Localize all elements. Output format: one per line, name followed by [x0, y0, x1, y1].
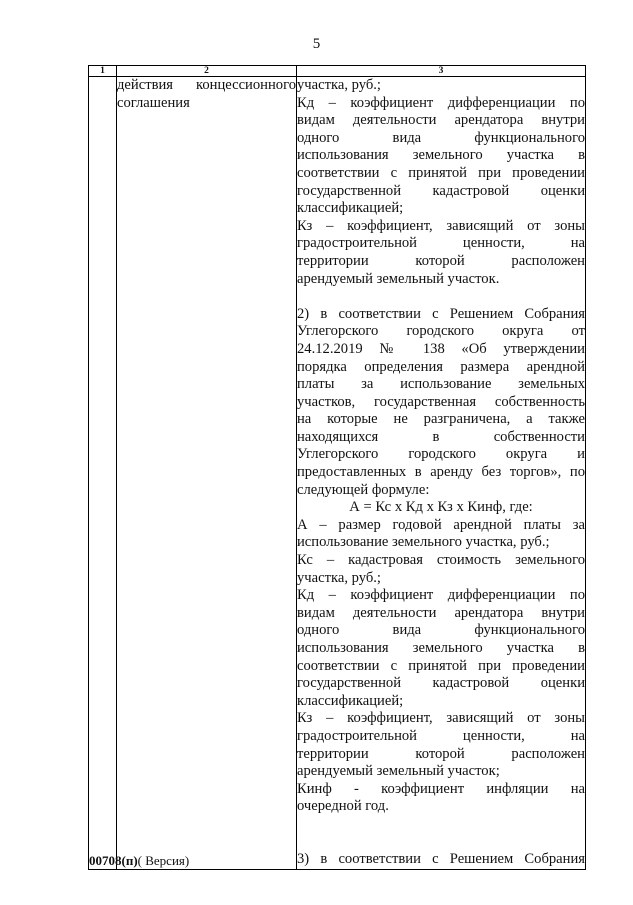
description-line: А – размер годовой арендной платы за	[297, 516, 585, 533]
description-line: участков, государственная собственность	[297, 393, 585, 410]
description-line: классификацией;	[297, 692, 404, 709]
description-line: Углегорского городского округа и	[297, 446, 585, 463]
description-line: очередной год.	[297, 798, 389, 815]
description-line: Кс – кадастровая стоимость земельного	[297, 552, 585, 569]
description-line: одного вида функционального	[297, 622, 585, 639]
column-header-2: 2	[117, 66, 297, 77]
description-line: градостроительной ценности, на	[297, 235, 585, 252]
page-number: 5	[312, 36, 321, 52]
description-line: Кд – коэффициент дифференциации по	[297, 587, 585, 604]
description-line: Кз – коэффициент, зависящий от зоны	[297, 710, 585, 727]
description-line: 2) в соответствии с Решением Собрания	[297, 305, 585, 322]
description-line: Кз – коэффициент, зависящий от зоны	[297, 217, 585, 234]
formula-line: А = Кс х Кд х Кз х Кинф, где:	[349, 499, 533, 516]
description-line: территории которой расположен	[297, 745, 585, 762]
description-line: 24.12.2019 № 138 «Об утверждении	[297, 340, 585, 357]
cell-subject	[117, 77, 297, 870]
description-line: предоставленных в аренду без торгов», по	[297, 464, 585, 481]
column-header-3: 3	[297, 66, 586, 77]
description-line: участка, руб.;	[297, 569, 381, 586]
description-line: использования земельного участка в	[297, 640, 585, 656]
description-line: видам деятельности арендатора внутри	[297, 604, 585, 621]
document-footer	[89, 853, 189, 869]
description-line: территории которой расположен	[297, 252, 585, 269]
document-table	[88, 65, 586, 870]
description-line: Кд – коэффициент дифференциации по	[297, 94, 585, 111]
document-code: 00708(п)	[89, 853, 138, 868]
cell-number	[89, 77, 117, 870]
subject-line: соглашения	[117, 94, 190, 111]
table-row	[89, 77, 586, 870]
cell-description	[297, 77, 586, 870]
description-line: следующей формуле:	[297, 481, 430, 498]
subject-line: действия концессионного	[117, 77, 296, 93]
description-line: арендуемый земельный участок;	[297, 763, 500, 780]
paragraph-gap	[297, 288, 585, 306]
description-line: использование земельного участка, руб.;	[297, 534, 550, 551]
description-line: видам деятельности арендатора внутри	[297, 112, 585, 129]
description-line: Углегорского городского округа от	[297, 323, 585, 340]
description-line: классификацией;	[297, 200, 404, 217]
description-line: градостроительной ценности, на	[297, 727, 585, 744]
description-line: использования земельного участка в	[297, 147, 585, 164]
description-line: арендуемый земельный участок.	[297, 270, 500, 287]
description-line: одного вида функционального	[297, 129, 585, 146]
description-line: платы за использование земельных	[297, 376, 585, 393]
description-line: государственной кадастровой оценки	[297, 182, 585, 199]
description-line: находящихся в собственности	[297, 428, 585, 445]
column-header-1: 1	[89, 66, 117, 77]
description-line: участка, руб.;	[297, 77, 381, 93]
table-header-row	[89, 66, 586, 77]
description-line: соответствии с принятой при проведении	[297, 657, 585, 674]
document-version: ( Версия)	[137, 853, 190, 868]
description-line: на которые не разграничена, а также	[297, 411, 585, 428]
description-line: соответствии с принятой при проведении	[297, 164, 585, 181]
description-line: 3) в соответствии с Решением Собрания	[297, 851, 585, 868]
description-line: порядка определения размера арендной	[297, 358, 585, 375]
description-line: Кинф - коэффициент инфляции на	[297, 780, 585, 797]
description-line: государственной кадастровой оценки	[297, 675, 585, 692]
paragraph-gap	[297, 816, 585, 851]
